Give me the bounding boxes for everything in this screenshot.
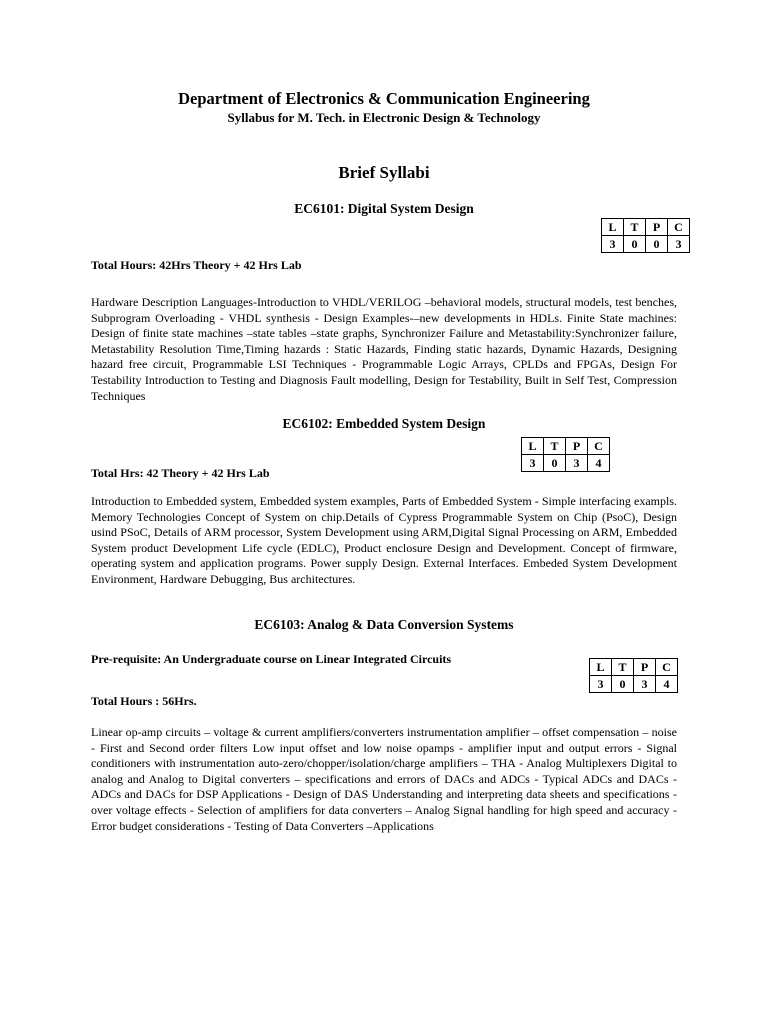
ltpc-header-t: T [544,438,566,455]
ltpc-header-c: C [668,219,690,236]
course-hours-ec6103: Total Hours : 56Hrs. [91,694,197,708]
ltpc-value-p: 0 [646,236,668,253]
syllabus-subtitle: Syllabus for M. Tech. in Electronic Design & Technology [227,110,541,125]
ltpc-table-ec6101 [601,218,690,253]
ltpc-header-t: T [612,659,634,676]
ltpc-table-ec6102 [521,437,610,472]
ltpc-header-t: T [624,219,646,236]
course-title-ec6103: EC6103: Analog & Data Conversion Systems [254,617,514,632]
course-description-ec6103: Linear op-amp circuits – voltage & current amplifiers/converters instrumentation amplifier – offset compensation – noise - First and Second order filters Low input offset and low noise opamps - amplifier input and output errors - Signal conditioners with instrumentation auto-zero/chopper/isolation/charge amplifiers – THA - Analog Multiplexers Digital to analog and Analog to Digital converters – specifications and errors of DACs and ADCs - Typical ADCs and DACs -ADCs and DACs for DSP Applications - Design of DAS Understanding and interpreting data sheets and specifications - over voltage effects - Selection of amplifiers for data converters – Analog Signal handling for high speed and accuracy - Error budget considerations - Testing of Data Converters –Applications [91,725,677,833]
ltpc-value-t: 0 [624,236,646,253]
ltpc-value-l: 3 [590,676,612,693]
ltpc-header-l: L [522,438,544,455]
ltpc-value-c: 4 [588,455,610,472]
ltpc-table-ec6103 [589,658,678,693]
ltpc-value-l: 3 [602,236,624,253]
ltpc-header-c: C [588,438,610,455]
ltpc-header-p: P [566,438,588,455]
ltpc-value-t: 0 [612,676,634,693]
ltpc-value-p: 3 [566,455,588,472]
ltpc-value-c: 3 [668,236,690,253]
ltpc-value-p: 3 [634,676,656,693]
brief-syllabi-heading: Brief Syllabi [338,163,430,182]
course-hours-ec6101: Total Hours: 42Hrs Theory + 42 Hrs Lab [91,258,302,272]
course-prerequisite-ec6103: Pre-requisite: An Undergraduate course on Linear Integrated Circuits [91,652,452,666]
course-title-ec6101: EC6101: Digital System Design [294,201,474,216]
ltpc-header-c: C [656,659,678,676]
ltpc-header-l: L [590,659,612,676]
ltpc-header-p: P [646,219,668,236]
course-hours-ec6102: Total Hrs: 42 Theory + 42 Hrs Lab [91,466,270,480]
course-description-ec6102: Introduction to Embedded system, Embedded system examples, Parts of Embedded System - Simple interfacing exampls. Memory Technologies Concept of System on chip.Details of Cypress Programmable System on Chip (PsoC), Design usind PSoC, Details of ARM processor, System Development using ARM,Digital Signal Processing on ARM, Embedded System product Development Life cycle (EDLC), Product enclosure Design and Development. Concept of firmware, operating system and application programs. Power supply Design. External Interfaces. Embeded System Development Environment, Hardware Debugging, Bus architectures. [91,494,677,586]
department-title: Department of Electronics & Communication Engineering [178,89,590,108]
ltpc-value-l: 3 [522,455,544,472]
ltpc-value-t: 0 [544,455,566,472]
ltpc-value-c: 4 [656,676,678,693]
ltpc-header-p: P [634,659,656,676]
ltpc-header-l: L [602,219,624,236]
course-title-ec6102: EC6102: Embedded System Design [282,416,486,431]
course-description-ec6101: Hardware Description Languages-Introduction to VHDL/VERILOG –behavioral models, structural models, test benches, Subprogram Overloading - VHDL synthesis - Design Examples-–new developments in HDLs. Finite State machines: Design of finite state machines –state tables –state graphs, Synchronizer Failure and Metastability:Synchronizer failure, Metastability Resolution Time,Timing hazards : Static Hazards, Finding static hazards, Dynamic Hazards, Designing hazard free circuit, Programmable LSI Techniques - Programmable Logic Arrays, CPLDs and FPGAs, Design For Testability Introduction to Testing and Diagnosis Fault modelling, Design for Testability, Built in Self Test, Compression Techniques [91,295,677,403]
